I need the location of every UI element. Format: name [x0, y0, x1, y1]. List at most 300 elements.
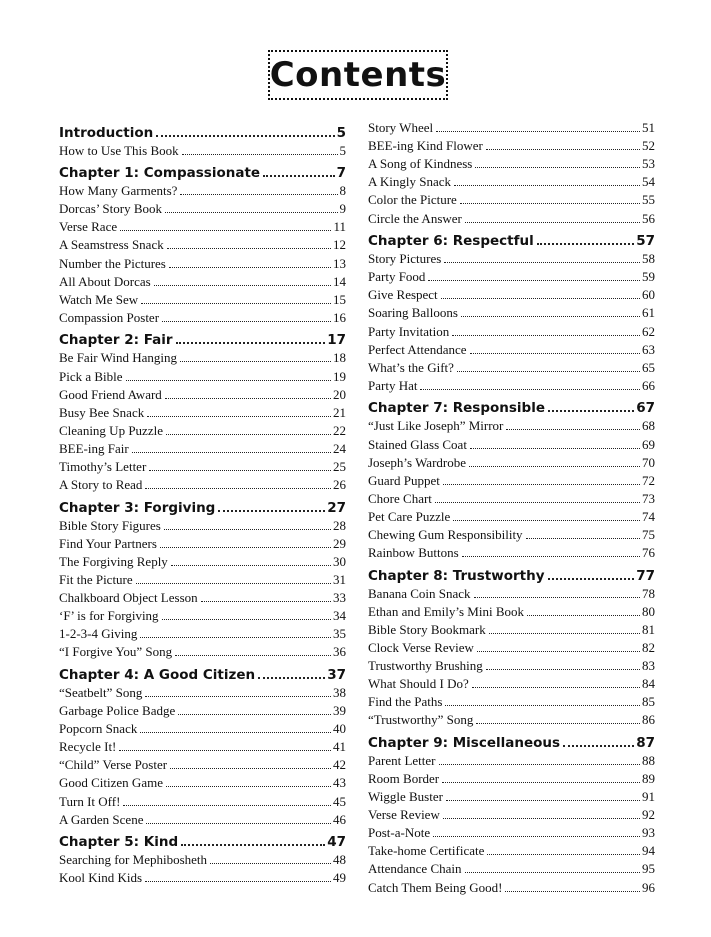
toc-entry [368, 154, 655, 172]
toc-entry [368, 823, 655, 841]
toc-entry-title: A Story to Read [59, 477, 143, 493]
toc-entry-title: Take-home Certificate [368, 843, 485, 859]
dot-leader [452, 335, 640, 336]
toc-entry-title: ‘F’ is for Forgiving [59, 608, 159, 624]
dot-leader [441, 298, 640, 299]
toc-entry-title: Chapter 3: Forgiving [59, 499, 216, 516]
toc-entry-page: 93 [642, 825, 655, 841]
toc-entry-title: All About Dorcas [59, 273, 151, 289]
toc-entry [368, 376, 655, 394]
toc-entry [59, 683, 346, 701]
toc-entry-page: 84 [642, 676, 655, 692]
toc-entry-page: 25 [333, 459, 346, 474]
dot-leader [436, 131, 640, 132]
toc-entry-page: 53 [642, 156, 655, 172]
toc-entry [368, 656, 655, 674]
toc-entry-page: 11 [333, 219, 346, 235]
dot-leader [465, 872, 641, 873]
toc-entry [59, 850, 346, 868]
toc-entry-title: Color the Picture [368, 192, 457, 208]
toc-entry-title: Be Fair Wind Hanging [59, 350, 178, 366]
toc-entry-page: 60 [642, 287, 655, 303]
toc-entry-page: 39 [333, 703, 346, 719]
toc-entry-title: The Forgiving Reply [59, 553, 168, 569]
toc-entry-page: 33 [333, 590, 346, 606]
dot-leader [454, 185, 640, 186]
toc-entry-page: 31 [333, 571, 346, 587]
toc-entry [368, 340, 655, 358]
toc-entry-title: Room Border [368, 771, 440, 786]
toc-chapter-heading [59, 118, 346, 141]
dot-leader [166, 434, 331, 435]
toc-entry-page: 65 [642, 359, 655, 375]
dot-leader [171, 565, 331, 566]
toc-entry [59, 141, 346, 159]
toc-chapter-heading [59, 159, 346, 182]
dot-leader [132, 452, 331, 453]
dot-leader [477, 651, 640, 652]
toc-entry [368, 416, 655, 434]
toc-chapter-heading [59, 493, 346, 516]
toc-entry-page: 36 [333, 644, 346, 660]
toc-entry-page: 61 [642, 305, 655, 321]
toc-entry-title: Bible Story Figures [59, 517, 161, 533]
toc-entry [368, 584, 655, 602]
toc-entry-title: Joseph’s Wardrobe [368, 454, 467, 470]
dot-leader [170, 768, 331, 769]
toc-entry-page: 73 [642, 490, 655, 506]
toc-entry-title: Catch Them Being Good! [368, 879, 503, 895]
toc-entry-page: 74 [642, 508, 655, 524]
toc-entry-page: 67 [636, 400, 655, 417]
toc-entry [368, 805, 655, 823]
toc-entry-title: “I Forgive You” Song [59, 644, 173, 660]
toc-entry-title: Chapter 9: Miscellaneous [368, 734, 561, 751]
toc-entry [368, 602, 655, 620]
toc-chapter-heading [368, 227, 655, 250]
dot-leader [120, 230, 331, 231]
toc-entry [59, 217, 346, 235]
dot-leader [210, 863, 331, 864]
dot-leader [180, 361, 331, 362]
toc-entry-page: 68 [642, 418, 655, 434]
toc-entry-title: Good Citizen Game [59, 775, 163, 791]
toc-entry-title: Guard Puppet [368, 472, 440, 488]
dot-leader [470, 448, 640, 449]
toc-entry-page: 17 [327, 332, 346, 349]
dot-leader [446, 800, 640, 801]
dot-leader [428, 280, 640, 281]
toc-entry-page: 87 [636, 734, 655, 751]
toc-entry-page: 16 [333, 309, 346, 325]
toc-entry [59, 421, 346, 439]
toc-entry-page: 82 [642, 639, 655, 655]
toc-entry-page: 22 [333, 422, 346, 438]
toc-entry-page: 19 [333, 368, 346, 384]
toc-chapter-heading [368, 561, 655, 584]
toc-entry-title: Kool Kind Kids [59, 870, 143, 886]
toc-entry-title: Trustworthy Brushing [368, 658, 483, 674]
toc-entry-page: 55 [642, 192, 655, 208]
toc-entry-title: How Many Garments? [59, 183, 178, 199]
dot-leader [258, 677, 325, 679]
toc-entry [368, 303, 655, 321]
toc-entry-title: Perfect Attendance [368, 341, 467, 357]
toc-entry-title: Compassion Poster [59, 309, 160, 325]
toc-entry-page: 42 [333, 757, 346, 773]
toc-entry-title: Parent Letter [368, 752, 436, 768]
toc-entry-page: 21 [333, 404, 346, 420]
dot-leader [136, 583, 331, 584]
toc-entry-title: Give Respect [368, 287, 438, 303]
toc-entry-title: Number the Pictures [59, 255, 166, 271]
toc-entry-page: 96 [642, 879, 655, 895]
toc-entry-title: Chalkboard Object Lesson [59, 590, 198, 606]
dot-leader [162, 619, 331, 620]
dot-leader [444, 262, 640, 263]
toc-entry [368, 543, 655, 561]
toc-entry-page: 24 [333, 440, 346, 456]
toc-entry-title: “Seatbelt” Song [59, 684, 143, 700]
toc-chapter-heading [368, 394, 655, 417]
dot-leader [537, 243, 634, 245]
dot-leader [149, 470, 331, 471]
toc-entry-page: 5 [339, 142, 346, 158]
toc-entry-title: Ethan and Emily’s Mini Book [368, 603, 524, 619]
toc-entry [368, 453, 655, 471]
dot-leader [160, 547, 331, 548]
toc-entry-page: 91 [642, 789, 655, 805]
toc-entry-page: 66 [642, 377, 655, 393]
toc-entry-page: 89 [642, 771, 655, 786]
dot-leader [154, 285, 331, 286]
toc-entry [59, 199, 346, 217]
toc-entry-title: Searching for Mephibosheth [59, 852, 208, 868]
dot-leader [147, 416, 331, 417]
toc-entry-page: 95 [642, 861, 655, 877]
dot-leader [461, 316, 640, 317]
toc-entry [368, 434, 655, 452]
toc-entry-page: 37 [327, 666, 346, 683]
dot-leader [433, 836, 640, 837]
toc-chapter-heading [368, 728, 655, 751]
toc-entry-page: 5 [336, 124, 346, 141]
toc-entry-page: 34 [333, 608, 346, 624]
dot-leader [145, 696, 331, 697]
toc-chapter-heading [59, 326, 346, 349]
toc-entry-page: 88 [642, 752, 655, 768]
dot-leader [180, 194, 337, 195]
dot-leader [439, 764, 641, 765]
toc-entry-title: Story Pictures [368, 251, 442, 267]
toc-entry [59, 737, 346, 755]
toc-entry-page: 35 [333, 626, 346, 642]
toc-entry-page: 86 [642, 712, 655, 728]
toc-entry [59, 457, 346, 475]
toc-entry-page: 38 [333, 684, 346, 700]
toc-entry-page: 77 [636, 567, 655, 584]
toc-entry-page: 47 [327, 834, 346, 851]
dot-leader [527, 615, 640, 616]
toc-entry [368, 674, 655, 692]
toc-entry-page: 56 [642, 210, 655, 226]
toc-entry [59, 235, 346, 253]
toc-entry-page: 54 [642, 174, 655, 190]
dot-leader [165, 212, 337, 213]
toc-entry-page: 8 [339, 183, 346, 199]
toc-entry [59, 439, 346, 457]
dot-leader [435, 502, 640, 503]
toc-entry-title: Bible Story Bookmark [368, 621, 486, 637]
toc-entry-title: Recycle It! [59, 739, 117, 755]
toc-entry [368, 118, 655, 136]
toc-entry [59, 308, 346, 326]
dot-leader [175, 655, 331, 656]
toc-entry [59, 534, 346, 552]
toc-entry [368, 877, 655, 895]
dot-leader [164, 529, 331, 530]
dot-leader [166, 786, 331, 787]
toc-entry [368, 710, 655, 728]
toc-entry [368, 321, 655, 339]
toc-entry-title: Wiggle Buster [368, 789, 443, 805]
toc-entry-title: Good Friend Award [59, 386, 162, 402]
toc-entry-title: “Trustworthy” Song [368, 712, 474, 728]
dot-leader [472, 687, 640, 688]
toc-entry-title: Party Hat [368, 377, 418, 393]
toc-entry [59, 719, 346, 737]
toc-entry-page: 92 [642, 807, 655, 823]
toc-entry-title: Verse Review [368, 807, 440, 823]
dot-leader [162, 321, 331, 322]
dot-leader [169, 267, 331, 268]
toc-entry [368, 525, 655, 543]
toc-entry-page: 81 [642, 621, 655, 637]
toc-entry-title: A Song of Kindness [368, 156, 473, 172]
toc-entry-title: Post-a-Note [368, 825, 431, 841]
toc-entry [59, 290, 346, 308]
toc-entry [368, 208, 655, 226]
toc-entry-title: Garbage Police Badge [59, 703, 176, 719]
dot-leader [146, 823, 331, 824]
toc-entry-title: Story Wheel [368, 120, 434, 136]
toc-entry-title: Find the Paths [368, 694, 443, 710]
dot-leader [469, 466, 640, 467]
toc-entry-title: BEE-ing Kind Flower [368, 138, 483, 154]
toc-entry-title: Attendance Chain [368, 861, 462, 877]
toc-entry-title: Busy Bee Snack [59, 404, 145, 420]
dot-leader [457, 371, 640, 372]
toc-entry-title: Chapter 1: Compassionate [59, 165, 261, 182]
toc-entry-title: Turn It Off! [59, 793, 121, 809]
toc-entry-page: 27 [327, 499, 346, 516]
toc-entry [368, 859, 655, 877]
dot-leader [156, 135, 334, 137]
dot-leader [126, 380, 331, 381]
dot-leader [506, 429, 640, 430]
toc-entry-page: 85 [642, 694, 655, 710]
toc-entry [59, 253, 346, 271]
toc-entry-title: Chapter 7: Responsible [368, 400, 545, 417]
dot-leader [263, 175, 335, 177]
toc-entry-page: 18 [333, 350, 346, 366]
dot-leader [548, 410, 634, 412]
toc-entry [59, 181, 346, 199]
toc-entry-page: 28 [333, 517, 346, 533]
toc-entry-page: 72 [642, 472, 655, 488]
toc-entry-title: BEE-ing Fair [59, 440, 129, 456]
toc-entry [59, 868, 346, 886]
toc-entry-title: Popcorn Snack [59, 721, 138, 737]
toc-entry-page: 75 [642, 526, 655, 542]
toc-entry [59, 624, 346, 642]
dot-leader [563, 745, 634, 747]
toc-entry [59, 403, 346, 421]
toc-entry [59, 366, 346, 384]
toc-entry-page: 57 [636, 233, 655, 250]
toc-entry [59, 588, 346, 606]
toc-entry-title: Find Your Partners [59, 535, 157, 551]
toc-entry [368, 136, 655, 154]
dot-leader [443, 484, 640, 485]
toc-left-column [59, 118, 346, 886]
toc-entry [368, 751, 655, 769]
dot-leader [119, 750, 331, 751]
toc-entry [368, 267, 655, 285]
toc-entry [368, 358, 655, 376]
toc-entry-page: 69 [642, 436, 655, 452]
toc-entry-page: 59 [642, 269, 655, 285]
toc-entry-title: Banana Coin Snack [368, 585, 471, 601]
dot-leader [548, 578, 635, 580]
toc-entry-title: Stained Glass Coat [368, 436, 467, 452]
toc-entry [59, 701, 346, 719]
toc-entry-page: 70 [642, 454, 655, 470]
toc-entry [59, 475, 346, 493]
dot-leader [140, 637, 331, 638]
dot-leader [475, 167, 640, 168]
toc-entry-title: Party Invitation [368, 323, 450, 339]
toc-entry-page: 14 [333, 273, 346, 289]
dot-leader [462, 556, 640, 557]
toc-entry [368, 769, 655, 787]
dot-leader [145, 488, 331, 489]
toc-entry-title: Chapter 2: Fair [59, 332, 173, 349]
toc-entry-page: 7 [336, 165, 346, 182]
page-title-box [268, 50, 448, 100]
dot-leader [123, 805, 331, 806]
toc-entry [59, 348, 346, 366]
dot-leader [201, 601, 331, 602]
dot-leader [182, 154, 338, 155]
dot-leader [218, 510, 325, 512]
dot-leader [470, 353, 640, 354]
toc-entry-title: Introduction [59, 124, 154, 141]
dot-leader [178, 714, 331, 715]
dot-leader [140, 732, 331, 733]
toc-entry-title: Chapter 4: A Good Citizen [59, 666, 256, 683]
toc-entry-page: 26 [333, 477, 346, 493]
toc-entry-title: Party Food [368, 269, 426, 285]
toc-entry-title: Soaring Balloons [368, 305, 458, 321]
toc-entry [59, 516, 346, 534]
toc-entry-page: 15 [333, 291, 346, 307]
toc-entry-page: 63 [642, 341, 655, 357]
dot-leader [181, 844, 325, 846]
toc-entry [368, 172, 655, 190]
toc-entry [368, 787, 655, 805]
toc-entry [59, 755, 346, 773]
dot-leader [486, 149, 640, 150]
toc-entry-page: 29 [333, 535, 346, 551]
toc-entry-title: Circle the Answer [368, 210, 462, 226]
toc-entry [59, 810, 346, 828]
toc-entry-title: Pick a Bible [59, 368, 123, 384]
toc-entry-page: 78 [642, 585, 655, 601]
dot-leader [167, 248, 331, 249]
toc-entry-title: A Garden Scene [59, 811, 144, 827]
toc-entry [368, 489, 655, 507]
dot-leader [145, 881, 331, 882]
toc-entry-title: A Kingly Snack [368, 174, 452, 190]
toc-entry [368, 249, 655, 267]
toc-entry [368, 692, 655, 710]
toc-entry [368, 841, 655, 859]
toc-entry [59, 791, 346, 809]
dot-leader [176, 342, 326, 344]
toc-entry-title: How to Use This Book [59, 142, 179, 158]
toc-entry-title: “Just Like Joseph” Mirror [368, 418, 504, 434]
dot-leader [526, 538, 640, 539]
toc-entry-page: 76 [642, 545, 655, 561]
toc-entry [59, 272, 346, 290]
dot-leader [460, 203, 640, 204]
page-title: Contents [269, 55, 447, 95]
toc-entry-title: Fit the Picture [59, 571, 133, 587]
toc-entry-page: 20 [333, 386, 346, 402]
toc-entry-page: 49 [333, 870, 346, 886]
toc-entry-page: 52 [642, 138, 655, 154]
toc-entry-title: Chewing Gum Responsibility [368, 526, 523, 542]
toc-entry-title: What Should I Do? [368, 676, 469, 692]
toc-entry [368, 285, 655, 303]
dot-leader [453, 520, 640, 521]
toc-entry [368, 190, 655, 208]
dot-leader [505, 891, 640, 892]
toc-entry-title: Clock Verse Review [368, 639, 474, 655]
toc-entry-page: 58 [642, 251, 655, 267]
toc-entry [59, 606, 346, 624]
dot-leader [443, 818, 640, 819]
toc-entry-title: Rainbow Buttons [368, 545, 459, 561]
toc-entry [59, 552, 346, 570]
toc-entry-page: 83 [642, 658, 655, 674]
dot-leader [141, 303, 331, 304]
toc-entry-page: 12 [333, 237, 346, 253]
toc-entry-title: Verse Race [59, 219, 118, 235]
toc-entry-page: 30 [333, 553, 346, 569]
toc-right-column [368, 118, 655, 896]
dot-leader [420, 389, 640, 390]
toc-entry-page: 45 [333, 793, 346, 809]
toc-entry-title: Cleaning Up Puzzle [59, 422, 163, 438]
toc-entry [59, 642, 346, 660]
toc-entry-page: 51 [642, 120, 655, 136]
toc-entry-title: Chapter 8: Trustworthy [368, 567, 545, 584]
toc-entry-title: Timothy’s Letter [59, 459, 147, 474]
toc-entry-page: 9 [339, 201, 346, 217]
dot-leader [165, 398, 331, 399]
